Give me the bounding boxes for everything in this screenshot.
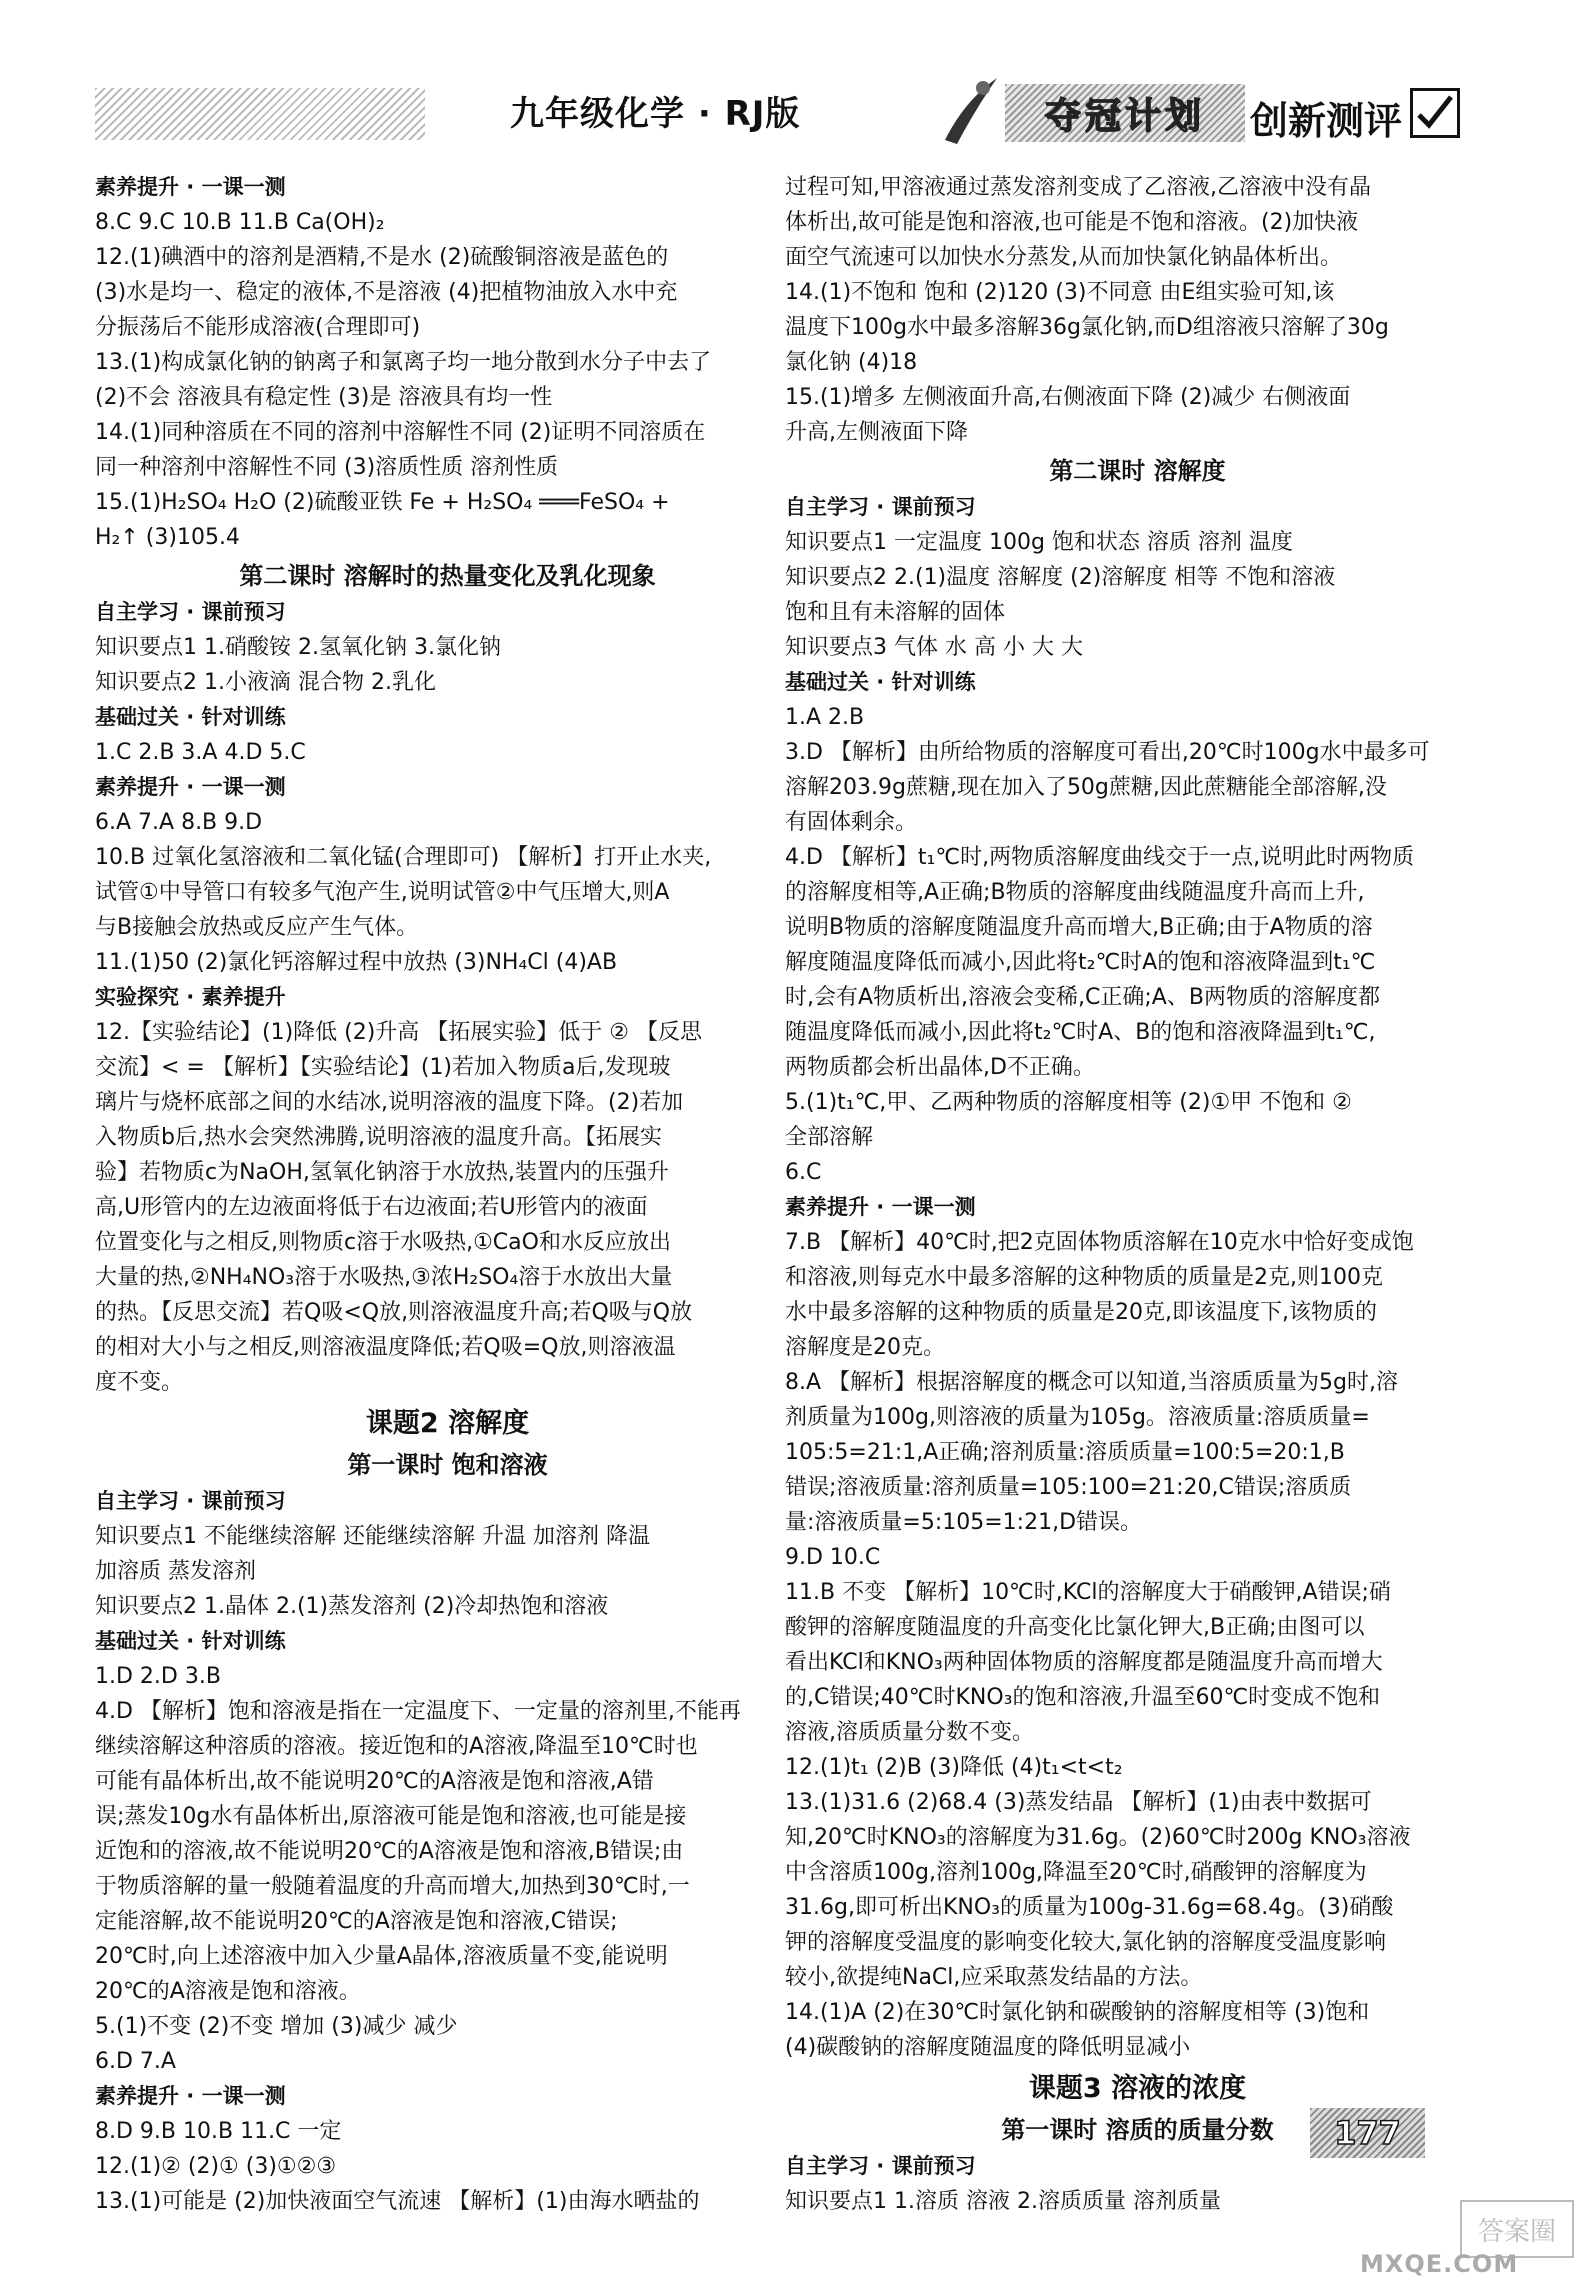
answer-line: 14.(1)A (2)在30℃时氯化钠和碳酸钠的溶解度相等 (3)饱和 <box>785 2000 1370 2025</box>
answer-line: 加溶质 蒸发溶剂 <box>95 1559 256 1584</box>
answer-line: 10.B 过氧化氢溶液和二氧化锰(合理即可) 【解析】打开止水夹, <box>95 845 712 870</box>
brand-swoosh-icon <box>935 70 1005 150</box>
answer-line: 知识要点2 1.晶体 2.(1)蒸发溶剂 (2)冷却热饱和溶液 <box>95 1594 609 1619</box>
answer-line: 剂质量为100g,则溶液的质量为105g。溶液质量:溶质质量= <box>785 1405 1370 1430</box>
answer-line: 知识要点1 1.硝酸铵 2.氢氧化钠 3.氯化钠 <box>95 635 501 660</box>
answer-line: 度不变。 <box>95 1370 184 1395</box>
answer-line: 5.(1)t₁℃,甲、乙两种物质的溶解度相等 (2)①甲 不饱和 ② <box>785 1090 1352 1115</box>
period-title: 第二课时 溶解时的热量变化及乳化现象 <box>239 562 656 590</box>
period-title: 第一课时 饱和溶液 <box>347 1451 548 1479</box>
section-label: 素养提升 · 一课一测 <box>95 2084 286 2108</box>
answer-line: 溶液,溶质质量分数不变。 <box>785 1720 1034 1745</box>
answer-line: 溶解度是20克。 <box>785 1335 945 1360</box>
check-icon <box>1410 88 1460 138</box>
answer-line: 7.B 【解析】40℃时,把2克固体物质溶解在10克水中恰好变成饱 <box>785 1230 1414 1255</box>
answer-line: 6.D 7.A <box>95 2049 176 2074</box>
answer-line: 12.(1)t₁ (2)B (3)降低 (4)t₁<t<t₂ <box>785 1755 1123 1780</box>
answer-line: 13.(1)31.6 (2)68.4 (3)蒸发结晶 【解析】(1)由表中数据可 <box>785 1790 1372 1815</box>
answer-line: 解度随温度降低而减小,因此将t₂℃时A的饱和溶液降温到t₁℃ <box>785 950 1376 975</box>
answer-line: 大量的热,②NH₄NO₃溶于水吸热,③浓H₂SO₄溶于水放出大量 <box>95 1265 673 1290</box>
period-title: 第一课时 溶质的质量分数 <box>1001 2116 1274 2144</box>
answer-line: 20℃时,向上述溶液中加入少量A晶体,溶液质量不变,能说明 <box>95 1944 668 1969</box>
answer-line: 知识要点1 不能继续溶解 还能继续溶解 升温 加溶剂 降温 <box>95 1524 650 1549</box>
page-number: 177 <box>1310 2108 1425 2158</box>
answer-line: 于物质溶解的量一般随着温度的升高而增大,加热到30℃时,一 <box>95 1874 690 1899</box>
answer-line: 量:溶液质量=5:105=1:21,D错误。 <box>785 1510 1143 1535</box>
answer-line: 水中最多溶解的这种物质的质量是20克,即该温度下,该物质的 <box>785 1300 1377 1325</box>
answer-line: 1.C 2.B 3.A 4.D 5.C <box>95 740 306 765</box>
answer-line: 与B接触会放热或反应产生气体。 <box>95 915 419 940</box>
answer-line: 知识要点1 1.溶质 溶液 2.溶质质量 溶剂质量 <box>785 2189 1221 2214</box>
answer-line: 13.(1)构成氯化钠的钠离子和氯离子均一地分散到水分子中去了 <box>95 350 712 375</box>
answer-line: 4.D 【解析】饱和溶液是指在一定温度下、一定量的溶剂里,不能再 <box>95 1699 741 1724</box>
section-label: 自主学习 · 课前预习 <box>95 1489 286 1513</box>
answer-line: 知,20℃时KNO₃的溶解度为31.6g。(2)60℃时200g KNO₃溶液 <box>785 1825 1411 1850</box>
answer-line: (3)水是均一、稳定的液体,不是溶液 (4)把植物油放入水中充 <box>95 280 678 305</box>
answer-line: 溶解203.9g蔗糖,现在加入了50g蔗糖,因此蔗糖能全部溶解,没 <box>785 775 1387 800</box>
answer-line: 的相对大小与之相反,则溶液温度降低;若Q吸=Q放,则溶液温 <box>95 1335 676 1360</box>
answer-line: 位置变化与之相反,则物质c溶于水吸热,①CaO和水反应放出 <box>95 1230 671 1255</box>
answer-line: 知识要点2 2.(1)温度 溶解度 (2)溶解度 相等 不饱和溶液 <box>785 565 1336 590</box>
answer-line: 两物质都会析出晶体,D不正确。 <box>785 1055 1095 1080</box>
answer-line: 13.(1)可能是 (2)加快液面空气流速 【解析】(1)由海水晒盐的 <box>95 2189 700 2214</box>
section-label: 素养提升 · 一课一测 <box>95 775 286 799</box>
answer-line: 过程可知,甲溶液通过蒸发溶剂变成了乙溶液,乙溶液中没有晶 <box>785 175 1371 200</box>
answer-line: 误;蒸发10g水有晶体析出,原溶液可能是饱和溶液,也可能是接 <box>95 1804 687 1829</box>
answer-line: (4)碳酸钠的溶解度随温度的降低明显减小 <box>785 2035 1191 2060</box>
answer-line: 温度下100g水中最多溶解36g氯化钠,而D组溶液只溶解了30g <box>785 315 1389 340</box>
lesson-title: 课题3 溶液的浓度 <box>1028 2073 1247 2104</box>
period-title: 第二课时 溶解度 <box>1049 457 1226 485</box>
answer-line: 体析出,故可能是饱和溶液,也可能是不饱和溶液。(2)加快液 <box>785 210 1359 235</box>
answer-line: 11.(1)50 (2)氯化钙溶解过程中放热 (3)NH₄Cl (4)AB <box>95 950 618 975</box>
answer-line: 定能溶解,故不能说明20℃的A溶液是饱和溶液,C错误; <box>95 1909 618 1934</box>
brand-logo: 夺冠计划 <box>1005 84 1245 142</box>
header-hatch-decoration <box>95 88 425 140</box>
answer-line: 15.(1)增多 左侧液面升高,右侧液面下降 (2)减少 右侧液面 <box>785 385 1351 410</box>
answer-line: 随温度降低而减小,因此将t₂℃时A、B的饱和溶液降温到t₁℃, <box>785 1020 1376 1045</box>
answer-line: 12.(1)② (2)① (3)①②③ <box>95 2154 337 2179</box>
lesson-title: 课题2 溶解度 <box>365 1408 530 1439</box>
answer-line: 时,会有A物质析出,溶液会变稀,C正确;A、B两物质的溶解度都 <box>785 985 1380 1010</box>
section-label: 自主学习 · 课前预习 <box>785 2154 976 2178</box>
section-label: 实验探究 · 素养提升 <box>95 985 286 1009</box>
answer-line: 较小,欲提纯NaCl,应采取蒸发结晶的方法。 <box>785 1965 1203 1990</box>
answer-line: 11.B 不变 【解析】10℃时,KCl的溶解度大于硝酸钾,A错误;硝 <box>785 1580 1391 1605</box>
answer-line: 氯化钠 (4)18 <box>785 350 918 375</box>
answer-line: 的溶解度相等,A正确;B物质的溶解度曲线随温度升高而上升, <box>785 880 1365 905</box>
answer-line: 20℃的A溶液是饱和溶液。 <box>95 1979 361 2004</box>
answer-line: 错误;溶液质量:溶剂质量=105:100=21:20,C错误;溶质质 <box>785 1475 1352 1500</box>
answer-line: 知识要点1 一定温度 100g 饱和状态 溶质 溶剂 温度 <box>785 530 1293 555</box>
section-label: 自主学习 · 课前预习 <box>785 495 976 519</box>
answer-line: 知识要点2 1.小液滴 混合物 2.乳化 <box>95 670 436 695</box>
answer-line: 中含溶质100g,溶剂100g,降温至20℃时,硝酸钾的溶解度为 <box>785 1860 1367 1885</box>
answer-line: 近饱和的溶液,故不能说明20℃的A溶液是饱和溶液,B错误;由 <box>95 1839 684 1864</box>
answer-line: 试管①中导管口有较多气泡产生,说明试管②中气压增大,则A <box>95 880 670 905</box>
answer-line: 105:5=21:1,A正确;溶剂质量:溶质质量=100:5=20:1,B <box>785 1440 1345 1465</box>
left-column <box>95 170 800 2219</box>
answer-line: 3.D 【解析】由所给物质的溶解度可看出,20℃时100g水中最多可 <box>785 740 1430 765</box>
answer-line: 继续溶解这种溶质的溶液。接近饱和的A溶液,降温至10℃时也 <box>95 1734 698 1759</box>
answer-line: 交流】< = 【解析】【实验结论】(1)若加入物质a后,发现玻 <box>95 1055 671 1080</box>
answer-line: 8.A 【解析】根据溶解度的概念可以知道,当溶质质量为5g时,溶 <box>785 1370 1398 1395</box>
answer-line: 酸钾的溶解度随温度的升高变化比氯化钾大,B正确;由图可以 <box>785 1615 1365 1640</box>
answer-line: 6.A 7.A 8.B 9.D <box>95 810 263 835</box>
section-label: 基础过关 · 针对训练 <box>95 1629 286 1653</box>
answer-line: 升高,左侧液面下降 <box>785 420 968 445</box>
answer-line: 12.(1)碘酒中的溶剂是酒精,不是水 (2)硫酸铜溶液是蓝色的 <box>95 245 669 270</box>
section-label: 基础过关 · 针对训练 <box>95 705 286 729</box>
answer-line: 8.C 9.C 10.B 11.B Ca(OH)₂ <box>95 210 385 235</box>
answer-line: 12.【实验结论】(1)降低 (2)升高 【拓展实验】低于 ② 【反思 <box>95 1020 703 1045</box>
answer-line: 15.(1)H₂SO₄ H₂O (2)硫酸亚铁 Fe + H₂SO₄ ═══FeSO₄ + <box>95 490 670 515</box>
section-label: 素养提升 · 一课一测 <box>95 175 286 199</box>
answer-line: 钾的溶解度受温度的影响变化较大,氯化钠的溶解度受温度影响 <box>785 1930 1386 1955</box>
answer-line: 6.C <box>785 1160 822 1185</box>
answer-line: H₂↑ (3)105.4 <box>95 525 240 550</box>
section-label: 自主学习 · 课前预习 <box>95 600 286 624</box>
section-label: 素养提升 · 一课一测 <box>785 1195 976 1219</box>
answer-line: 璃片与烧杯底部之间的水结冰,说明溶液的温度下降。(2)若加 <box>95 1090 684 1115</box>
answer-line: 全部溶解 <box>785 1125 874 1150</box>
watermark-stamp: 答案圈 <box>1460 2200 1574 2258</box>
right-column <box>785 170 1490 2219</box>
answer-line: (2)不会 溶液具有稳定性 (3)是 溶液具有均一性 <box>95 385 553 410</box>
answer-line: 8.D 9.B 10.B 11.C 一定 <box>95 2119 342 2144</box>
book-title: 九年级化学 · RJ版 <box>510 94 801 134</box>
answer-line: 分振荡后不能形成溶液(合理即可) <box>95 315 421 340</box>
answer-line: 14.(1)不饱和 饱和 (2)120 (3)不同意 由E组实验可知,该 <box>785 280 1335 305</box>
answer-line: 饱和且有未溶解的固体 <box>785 600 1006 625</box>
answer-line: 验】若物质c为NaOH,氢氧化钠溶于水放热,装置内的压强升 <box>95 1160 669 1185</box>
answer-line: 9.D 10.C <box>785 1545 881 1570</box>
answer-line: 14.(1)同种溶质在不同的溶剂中溶解性不同 (2)证明不同溶质在 <box>95 420 706 445</box>
answer-line: 1.D 2.D 3.B <box>95 1664 221 1689</box>
answer-line: 知识要点3 气体 水 高 小 大 大 <box>785 635 1083 660</box>
section-label: 基础过关 · 针对训练 <box>785 670 976 694</box>
page-header <box>0 0 1580 150</box>
brand-subtitle: 创新测评 <box>1250 99 1403 143</box>
answer-line: 4.D 【解析】t₁℃时,两物质溶解度曲线交于一点,说明此时两物质 <box>785 845 1415 870</box>
answer-line: 和溶液,则每克水中最多溶解的这种物质的质量是2克,则100克 <box>785 1265 1383 1290</box>
answer-line: 5.(1)不变 (2)不变 增加 (3)减少 减少 <box>95 2014 458 2039</box>
answer-line: 的,C错误;40℃时KNO₃的饱和溶液,升温至60℃时变成不饱和 <box>785 1685 1381 1710</box>
watermark-url: MXQE.COM <box>1360 2250 1519 2278</box>
answer-line: 同一种溶剂中溶解性不同 (3)溶质性质 溶剂性质 <box>95 455 559 480</box>
answer-line: 1.A 2.B <box>785 705 865 730</box>
answer-line: 可能有晶体析出,故不能说明20℃的A溶液是饱和溶液,A错 <box>95 1769 654 1794</box>
answer-line: 高,U形管内的左边液面将低于右边液面;若U形管内的液面 <box>95 1195 648 1220</box>
answer-line: 有固体剩余。 <box>785 810 918 835</box>
answer-line: 31.6g,即可析出KNO₃的质量为100g-31.6g=68.4g。(3)硝酸 <box>785 1895 1394 1920</box>
answer-line: 的热。【反思交流】若Q吸<Q放,则溶液温度升高;若Q吸与Q放 <box>95 1300 693 1325</box>
answer-line: 看出KCl和KNO₃两种固体物质的溶解度都是随温度升高而增大 <box>785 1650 1383 1675</box>
answer-line: 面空气流速可以加快水分蒸发,从而加快氯化钠晶体析出。 <box>785 245 1342 270</box>
answer-line: 入物质b后,热水会突然沸腾,说明溶液的温度升高。【拓展实 <box>95 1125 662 1150</box>
answer-line: 说明B物质的溶解度随温度升高而增大,B正确;由于A物质的溶 <box>785 915 1373 940</box>
